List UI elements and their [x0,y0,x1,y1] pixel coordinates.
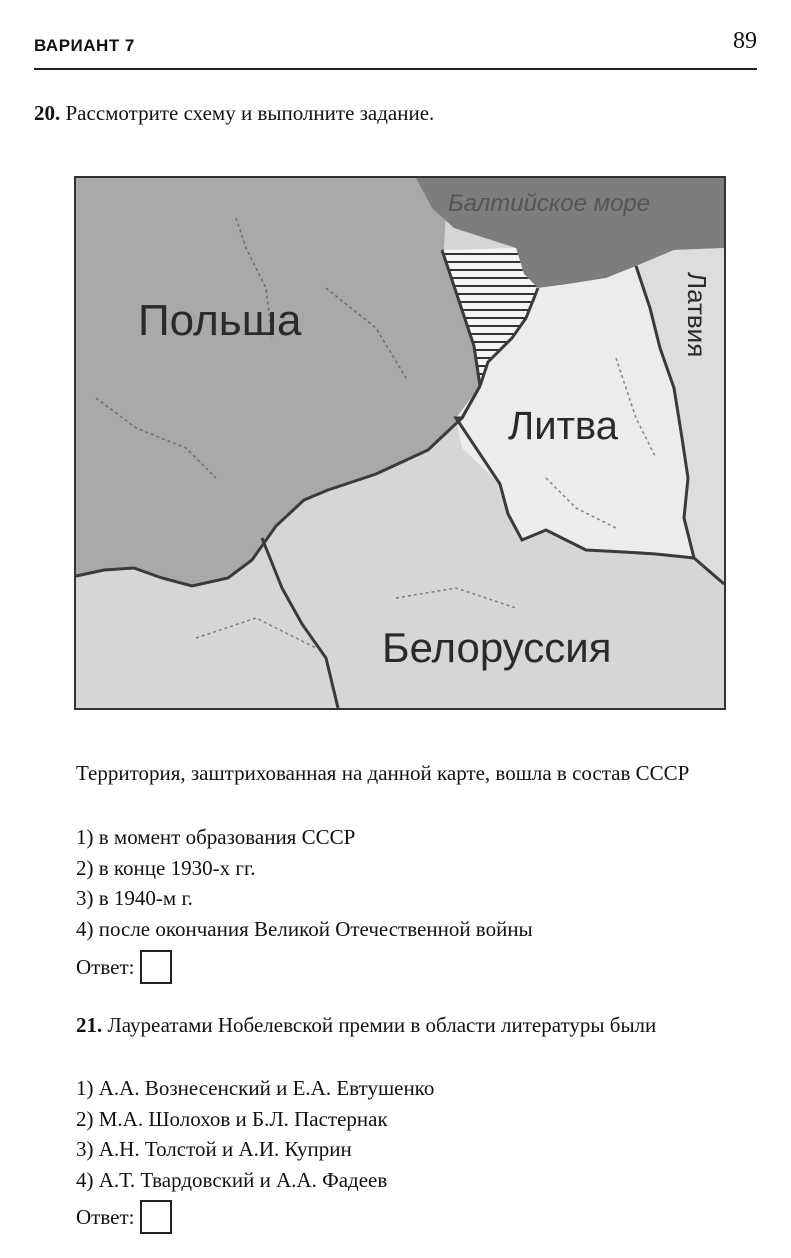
task-20-option-4: 4) после окончания Великой Отечественной войны [76,916,533,941]
latvia-label: Латвия [682,272,712,358]
task-21-question-text: Лауреатами Нобелевской премии в области литературы были [107,1013,657,1037]
belarus-label: Белоруссия [382,624,612,671]
page-number: 89 [733,28,757,54]
header-divider [34,68,757,70]
task-21-options [76,1073,434,1195]
variant-title: ВАРИАНТ 7 [34,36,135,55]
task-21-option-1: 1) А.А. Вознесенский и Е.А. Евтушенко [76,1076,435,1100]
task-21-answer-label: Ответ: [76,1204,135,1229]
poland-label: Польша [138,296,302,345]
task-20-number: 20. [34,101,61,125]
task-20-answer-label: Ответ: [76,954,135,979]
task-21-number: 21. [76,1013,103,1037]
task-21-question [34,1010,757,1040]
task-20-question: Территория, заштрихованная на данной карте, вошла в состав СССР [76,761,690,785]
task-21-option-2: 2) М.А. Шолохов и Б.Л. Пастернак [76,1106,388,1131]
task-20-instruction-text: Рассмотрите схему и выполните задание. [65,101,435,125]
task-20-option-2: 2) в конце 1930-х гг. [76,855,256,880]
task-21-answer [76,1200,172,1234]
task-20-option-3: 3) в 1940-м г. [76,886,193,910]
task-20-answer-box[interactable] [140,950,172,984]
task-20-instruction [34,98,757,128]
task-20-options [76,822,533,944]
task-20-option-1: 1) в момент образования СССР [76,825,356,849]
lithuania-label: Литва [508,404,618,448]
task-20-answer [76,950,172,984]
task-21-answer-box[interactable] [140,1200,172,1234]
baltic-sea-label: Балтийское море [448,190,651,217]
task-21-option-3: 3) А.Н. Толстой и А.И. Куприн [76,1137,352,1161]
task-21-option-4: 4) А.Т. Твардовский и А.А. Фадеев [76,1167,388,1192]
historical-map [74,176,726,710]
